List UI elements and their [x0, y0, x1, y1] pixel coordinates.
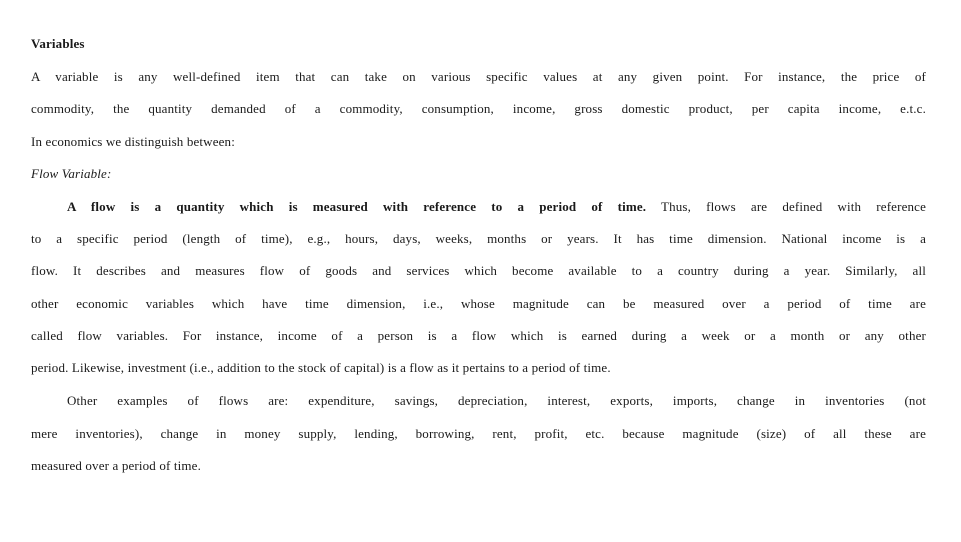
flow-definition-rest: Thus, flows are defined with reference	[646, 199, 926, 214]
intro-line-1: A variable is any well-defined item that can take on various specific values at any given point. For instance, the price of	[31, 69, 926, 84]
flow-para2-line-1: Other examples of flows are: expenditure, savings, depreciation, interest, exports, imports, change in inventories (not	[67, 393, 926, 408]
flow-para1-line-1	[31, 199, 926, 215]
flow-para1-line-5: called flow variables. For instance, income of a person is a flow which is earned during a week or a month or any other	[31, 328, 926, 343]
flow-para1-line-6: period. Likewise, investment (i.e., addition to the stock of capital) is a flow as it pertains to a period of time.	[31, 360, 611, 375]
flow-variable-heading: Flow Variable:	[31, 166, 112, 181]
intro-line-2: commodity, the quantity demanded of a commodity, consumption, income, gross domestic product, per capita income, e.t.c.	[31, 101, 926, 116]
flow-definition-bold: A flow is a quantity which is measured with reference to a period of time.	[67, 199, 647, 214]
flow-para2-line-2: mere inventories), change in money supply, lending, borrowing, rent, profit, etc. because magnitude (size) of all these are	[31, 426, 926, 441]
intro-line-3: In economics we distinguish between:	[31, 134, 235, 149]
section-heading: Variables	[31, 36, 85, 51]
flow-para1-line-4: other economic variables which have time dimension, i.e., whose magnitude can be measured over a period of time are	[31, 296, 926, 311]
flow-para1-line-3: flow. It describes and measures flow of goods and services which become available to a country during a year. Similarly, all	[31, 263, 926, 278]
flow-para2-line-3: measured over a period of time.	[31, 458, 201, 473]
flow-para1-line-2: to a specific period (length of time), e.g., hours, days, weeks, months or years. It has time dimension. National income is a	[31, 231, 926, 246]
